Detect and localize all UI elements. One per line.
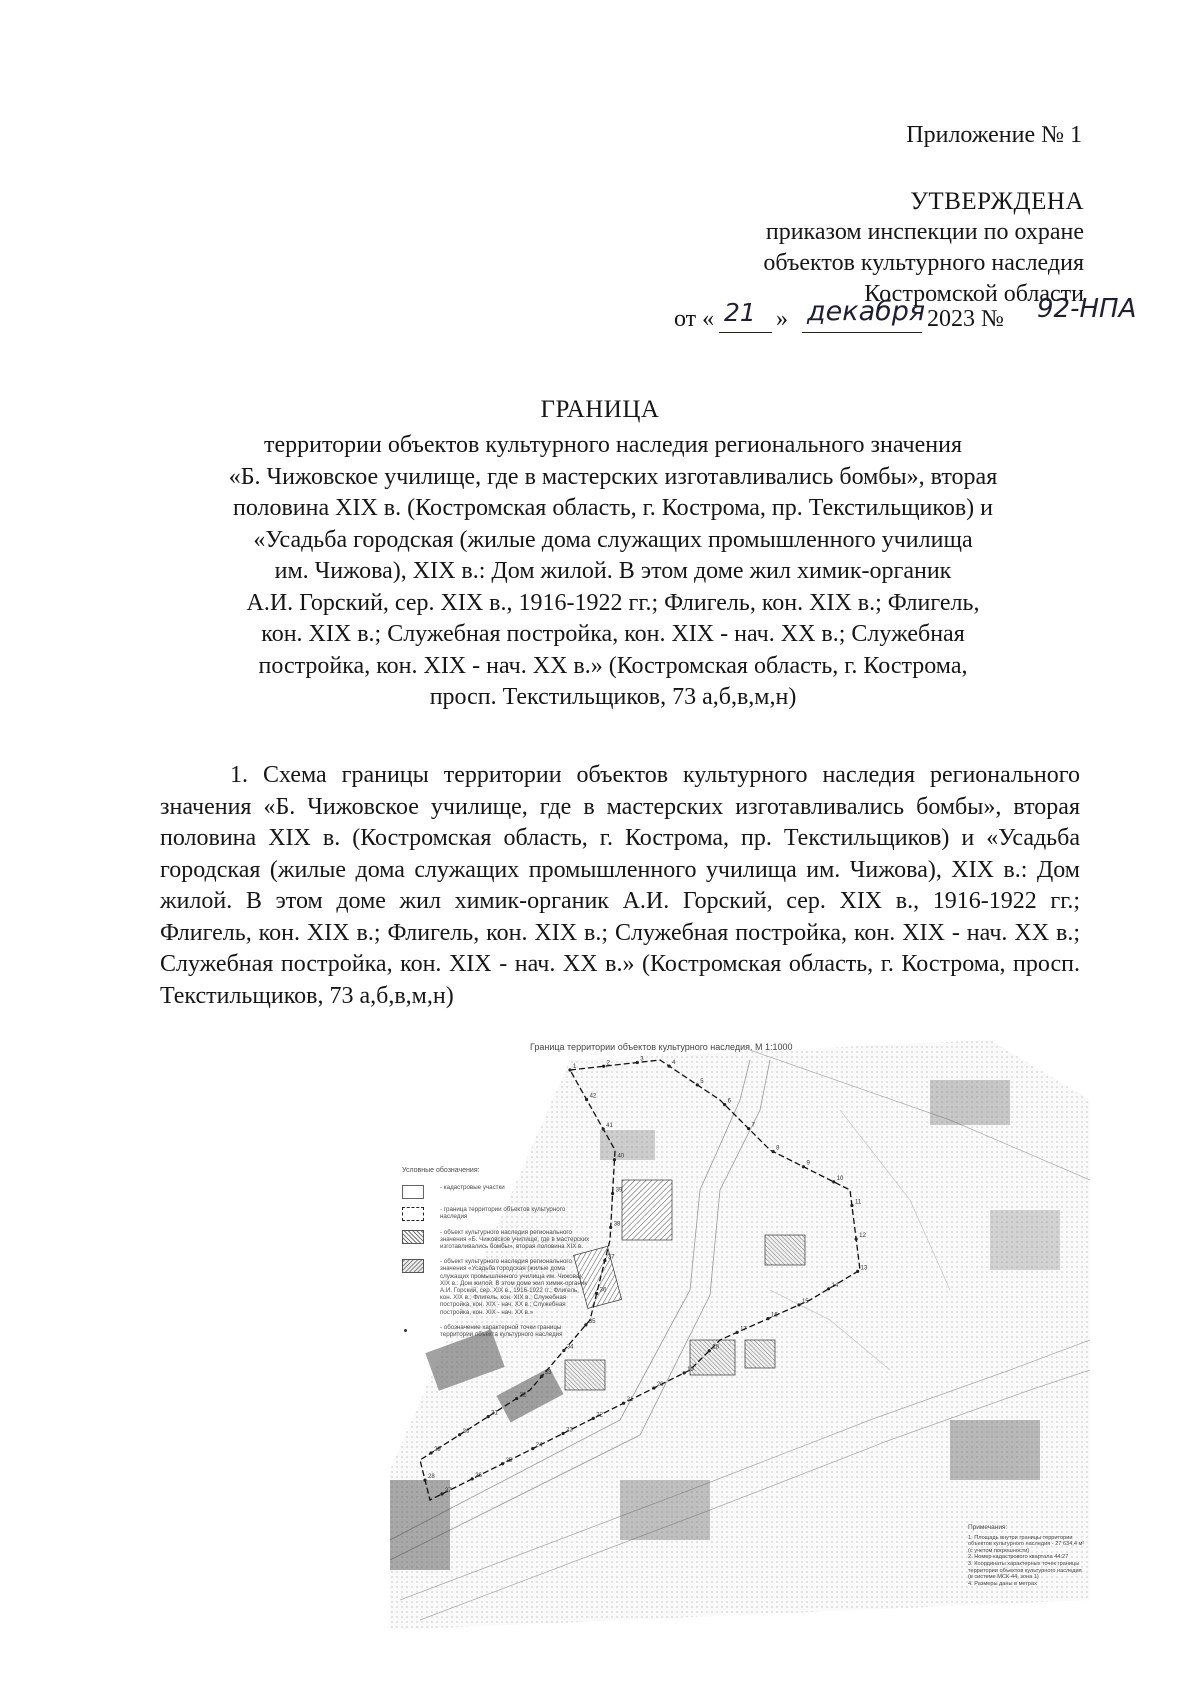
boundary-point-label: 15 (801, 1298, 809, 1305)
scheme-title: Граница территории объектов культурного наследия. М 1:1000 (530, 1042, 793, 1052)
boundary-point-marker (440, 1492, 443, 1495)
boundary-point-label: 10 (836, 1175, 844, 1182)
boundary-point-marker (531, 1447, 534, 1450)
boundary-point-label: 20 (656, 1382, 664, 1389)
subtitle-line: просп. Текстильщиков, 73 а,б,в,м,н) (429, 684, 797, 710)
subtitle-line: постройка, кон. XIX - нач. XX в.» (Костромская область, г. Кострома, (258, 652, 968, 679)
order-day-handwritten: 21 (724, 298, 756, 327)
month-underline (802, 332, 922, 333)
note-item: 4. Размеры даны в метрах (968, 1580, 1037, 1587)
boundary-point-marker (683, 1371, 686, 1374)
boundary-point-label: 13 (860, 1265, 868, 1272)
boundary-point-marker (797, 1303, 800, 1306)
boundary-scheme-map (390, 1040, 1090, 1630)
boundary-point-marker (458, 1433, 461, 1436)
legend-item-label: - обозначение характерной точки границы территории объекта культурного наследия (440, 1323, 563, 1339)
boundary-point-marker (832, 1180, 835, 1183)
order-year: 2023 № (927, 306, 1004, 332)
legend-heading: Условные обозначения: (402, 1167, 480, 1174)
boundary-point-label: 29 (434, 1446, 441, 1453)
boundary-point-marker (561, 1432, 564, 1435)
boundary-point-label: 11 (854, 1199, 862, 1206)
subtitle-line: им. Чижова), XIX в.: Дом жилой. В этом доме жил химик-органик (274, 558, 952, 584)
boundary-point-marker (735, 1331, 738, 1334)
order-month-handwritten: декабря (807, 296, 926, 327)
boundary-point-label: 28 (428, 1474, 435, 1481)
subtitle-line: А.И. Горский, сер. XIX в., 1916-1922 гг.; Флигель, кон. XIX в.; Флигель, (246, 589, 980, 616)
boundary-point-marker (501, 1462, 504, 1465)
boundary-point-label: 6 (727, 1098, 731, 1105)
boundary-point-label: 8 (776, 1145, 780, 1152)
boundary-point-label: 27 (444, 1488, 452, 1495)
legend-item-label: - кадастровые участки (440, 1184, 505, 1192)
subtitle-line: «Б. Чижовское училище, где в мастерских изготавливались бомбы», вторая (228, 463, 998, 490)
boundary-point-marker (602, 1065, 605, 1068)
boundary-point-marker (636, 1061, 639, 1064)
boundary-point-marker (723, 1103, 726, 1106)
boundary-point-swatch (402, 1325, 412, 1337)
boundary-point-label: 39 (615, 1187, 623, 1194)
document-subtitle (148, 430, 1078, 714)
boundary-point-marker (652, 1386, 655, 1389)
appendix-number: Приложение № 1 (906, 122, 1082, 148)
boundary-point-label: 23 (566, 1427, 573, 1434)
boundary-point-label: 35 (588, 1318, 596, 1325)
boundary-point-marker (772, 1150, 775, 1153)
approved-by-line: объектов культурного наследия (763, 250, 1084, 276)
boundary-point-marker (515, 1397, 518, 1400)
estate-object-swatch (402, 1259, 424, 1273)
boundary-point-marker (696, 1083, 699, 1086)
boundary-point-marker (850, 1204, 853, 1207)
subtitle-line: кон. XIX в.; Служебная постройка, кон. XIX - нач. XX в.; Служебная (261, 621, 965, 647)
boundary-point-label: 36 (599, 1287, 607, 1294)
boundary-point-label: 24 (535, 1442, 543, 1449)
school-object-swatch (402, 1230, 424, 1244)
boundary-point-marker (562, 1349, 565, 1352)
boundary-point-marker (568, 1068, 571, 1071)
boundary-point-label: 2 (606, 1060, 610, 1067)
boundary-point-label: 30 (462, 1428, 470, 1435)
boundary-point-label: 3 (640, 1056, 644, 1063)
legend-item (402, 1258, 592, 1316)
boundary-point-label: 26 (475, 1472, 482, 1479)
boundary-point-label: 41 (606, 1122, 613, 1129)
subtitle-line: половина XIX в. (Костромская область, г. Кострома, пр. Текстильщиков) и (232, 495, 994, 521)
boundary-point-label: 37 (607, 1254, 615, 1261)
boundary-point-marker (708, 1349, 711, 1352)
boundary-point-label: 42 (589, 1093, 597, 1100)
order-prefix: от « (674, 306, 715, 332)
boundary-point-label: 38 (613, 1221, 621, 1228)
approved-stamp-text: УТВЕРЖДЕНА (910, 188, 1084, 215)
boundary-point-label: 25 (505, 1457, 513, 1464)
subtitle-line: территории объектов культурного наследия регионального значения (264, 432, 962, 458)
boundary-point-label: 21 (626, 1397, 634, 1404)
boundary-point-label: 33 (544, 1370, 552, 1377)
legend-item (402, 1206, 592, 1220)
boundary-point-label: 31 (491, 1410, 498, 1417)
approved-by-line: приказом инспекции по охране (765, 219, 1084, 245)
boundary-point-label: 19 (687, 1366, 694, 1373)
order-day-close: » (776, 306, 788, 332)
boundary-point-marker (585, 1098, 588, 1101)
scheme-legend (402, 1167, 592, 1346)
boundary-point-marker (622, 1402, 625, 1405)
boundary-point-marker (827, 1287, 830, 1290)
boundary-point-marker (611, 1192, 614, 1195)
boundary-point-marker (603, 1259, 606, 1262)
document-title: ГРАНИЦА (540, 396, 660, 423)
boundary-point-marker (668, 1064, 671, 1067)
boundary-point-label: 1 (573, 1064, 577, 1070)
boundary-point-label: 14 (831, 1282, 839, 1289)
boundary-point-marker (429, 1451, 432, 1454)
legend-item-label: - объект культурного наследия регионального значения «Б. Чижовское училище, где в мастерских изготавливались бомбы», вторая половина XIX в. (440, 1228, 590, 1251)
boundary-line-swatch (402, 1207, 424, 1221)
section-1-paragraph: 1. Схема границы территории объектов культурного наследия регионального значения «Б. Чижовское училище, где в мастерских изготавливались бомбы», вторая половина XIX в. (Костромская область, г. Кострома, пр. Текстильщиков) и «Усадьба городская (жилые дома служащих промышленного училища им. Чижова), XIX в.: Дом жилой. В этом доме жил химик-органик А.И. Горский, сер. XIX в., 1916-1922 гг.; Флигель, кон. XIX в.; Флигель, кон. XIX в.; Служебная постройка, кон. XIX - нач. XX в.; Служебная постройка, кон. XIX - нач. XX в.» (Костромская область, г. Кострома, просп. Текстильщиков, 73 а,б,в,м,н) (160, 762, 1080, 1009)
boundary-point-marker (747, 1127, 750, 1130)
boundary-point-label: 9 (806, 1160, 810, 1167)
scheme-notes (968, 1525, 1088, 1587)
legend-item (402, 1229, 592, 1251)
approved-by-line: Костромской области (864, 281, 1084, 307)
boundary-point-marker (609, 1226, 612, 1229)
subtitle-line: «Усадьба городская (жилые дома служащих промышленного училища (253, 526, 973, 553)
boundary-point-marker (595, 1292, 598, 1295)
note-item: 1. Площадь внутри границы территории объектов культурного наследия - 27 634,4 м² (с учетом погрешности) (968, 1534, 1085, 1554)
legend-item-label: - граница территории объектов культурного наследия (440, 1206, 566, 1221)
day-underline (719, 332, 772, 333)
boundary-point-marker (540, 1375, 543, 1378)
note-item: 3. Координаты характерных точек границы территории объектов культурного наследия (в системе МСК-44, зона 1) (968, 1560, 1082, 1581)
boundary-point-label: 5 (700, 1078, 704, 1085)
boundary-point-label: 34 (566, 1344, 574, 1351)
boundary-point-label: 12 (859, 1233, 866, 1240)
boundary-point-label: 32 (519, 1392, 527, 1399)
boundary-point-marker (471, 1477, 474, 1480)
cadastral-plot-swatch (402, 1185, 424, 1199)
boundary-point-marker (423, 1479, 426, 1482)
boundary-point-label: 7 (751, 1122, 755, 1129)
legend-item (402, 1184, 592, 1198)
boundary-point-marker (602, 1127, 605, 1130)
boundary-point-marker (592, 1417, 595, 1420)
order-number-handwritten: 92-НПА (1037, 294, 1137, 324)
boundary-point-label: 16 (771, 1312, 778, 1319)
boundary-point-marker (802, 1165, 805, 1168)
legend-item (402, 1324, 592, 1338)
boundary-point-marker (856, 1270, 859, 1273)
boundary-point-label: 4 (672, 1060, 676, 1067)
boundary-point-label: 17 (740, 1326, 747, 1333)
boundary-point-label: 22 (596, 1412, 603, 1419)
boundary-point-marker (487, 1415, 490, 1418)
boundary-point-marker (766, 1317, 769, 1320)
legend-item-label: - объект культурного наследия регионального значения «Усадьба городская (жилые дома служащих промышленного училища им. Чижова), XIX в.: Дом жилой. В этом доме жил химик-органик А.И. Горский, сер. XIX в., 1916-1922 гг.; Флигель, кон. XIX в.; Флигель, кон. XIX в.; Служебная постройка, кон. XIX - нач. XX в.; Служебная постройка, кон. XIX - нач. XX в.» (440, 1258, 587, 1316)
boundary-point-label: 18 (712, 1344, 719, 1351)
approval-block (564, 186, 1084, 310)
notes-heading: Примечания: (968, 1524, 1008, 1531)
boundary-point-marker (855, 1238, 858, 1241)
boundary-point-label: 40 (617, 1153, 625, 1160)
note-item: 2. Номер кадастрового квартала 44:27 (968, 1554, 1069, 1561)
boundary-point-marker (613, 1158, 616, 1161)
